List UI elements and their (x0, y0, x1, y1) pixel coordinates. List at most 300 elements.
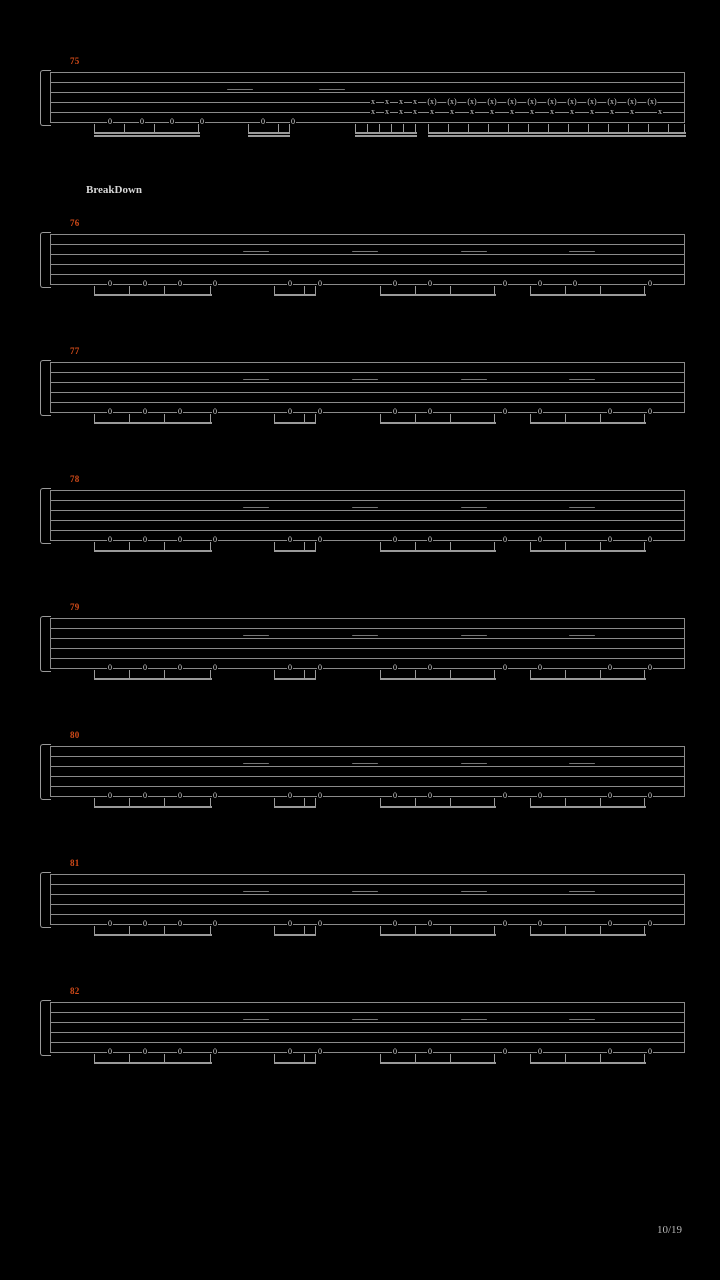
barline-right (684, 490, 685, 540)
note-stem (450, 286, 451, 296)
tab-note: x (470, 107, 474, 116)
note-stem (164, 1054, 165, 1064)
tab-note: 0 (608, 1047, 612, 1056)
tab-note: 0 (318, 791, 322, 800)
beam-group (380, 670, 496, 684)
tab-note: 0 (213, 535, 217, 544)
tab-note: 0 (108, 117, 112, 126)
beam-group (274, 414, 316, 428)
note-stem (129, 670, 130, 680)
note-stem (448, 124, 449, 134)
beam (530, 422, 646, 424)
note-stem (648, 124, 649, 134)
tab-note: 0 (143, 1047, 147, 1056)
tab-note: 0 (261, 117, 265, 126)
beam-group (380, 414, 496, 428)
note-stem (565, 670, 566, 680)
note-stem (129, 286, 130, 296)
tab-note: 0 (318, 279, 322, 288)
tab-note: 0 (108, 407, 112, 416)
rest-symbol: ⸺ (460, 371, 488, 388)
note-stem (600, 1054, 601, 1064)
staff-line (50, 1002, 685, 1003)
note-stem (164, 798, 165, 808)
beam (380, 678, 496, 680)
tab-note: x (399, 107, 403, 116)
barline-left (50, 618, 51, 668)
tab-note: 0 (428, 919, 432, 928)
tab-note: 0 (143, 663, 147, 672)
tab-note: 0 (538, 791, 542, 800)
staff-line (50, 530, 685, 531)
staff-line (50, 874, 685, 875)
note-stem (304, 286, 305, 296)
tab-note: 0 (393, 535, 397, 544)
note-stem (415, 414, 416, 424)
note-stem (494, 414, 495, 424)
staff-line (50, 520, 685, 521)
barline-right (684, 874, 685, 924)
tab-note: x (450, 107, 454, 116)
tab-note: x (530, 107, 534, 116)
note-stem (450, 1054, 451, 1064)
beam (355, 135, 417, 137)
note-stem (548, 124, 549, 134)
note-stem (628, 124, 629, 134)
note-stem (488, 124, 489, 134)
tab-note: 0 (428, 407, 432, 416)
beam (530, 806, 646, 808)
note-stem (565, 798, 566, 808)
tab-note: 0 (393, 1047, 397, 1056)
rest-symbol: ⸺ (568, 755, 596, 772)
note-stem (415, 926, 416, 936)
tab-note: 0 (538, 1047, 542, 1056)
rest-symbol: ⸺ (242, 371, 270, 388)
note-stem (154, 124, 155, 134)
note-stem (94, 542, 95, 552)
note-stem (644, 798, 645, 808)
beam (274, 934, 316, 936)
note-stem (415, 124, 416, 134)
tab-note: 0 (143, 407, 147, 416)
note-stem (380, 414, 381, 424)
rest-symbol: ⸺ (351, 883, 379, 900)
note-stem (94, 798, 95, 808)
tab-note: 0 (213, 663, 217, 672)
note-stem (644, 926, 645, 936)
note-stem (94, 1054, 95, 1064)
barline-right (684, 72, 685, 122)
beam-group (94, 542, 212, 556)
beam-group (94, 414, 212, 428)
note-stem (304, 798, 305, 808)
tab-note: 0 (503, 407, 507, 416)
tab-note: (x) (607, 97, 617, 106)
rest-symbol: ⸺ (242, 1011, 270, 1028)
tab-note: x (510, 107, 514, 116)
note-stem (380, 542, 381, 552)
note-stem (315, 1054, 316, 1064)
note-stem (164, 926, 165, 936)
note-stem (129, 542, 130, 552)
tab-note: 0 (428, 791, 432, 800)
staff-line (50, 658, 685, 659)
tab-note: 0 (503, 919, 507, 928)
beam-group (274, 798, 316, 812)
note-stem (94, 670, 95, 680)
tab-note: 0 (318, 663, 322, 672)
beam-group (355, 124, 417, 138)
note-stem (289, 124, 290, 134)
beam-group (530, 798, 646, 812)
page-number: 10/19 (656, 1224, 682, 1236)
barline-left (50, 874, 51, 924)
beam (94, 422, 212, 424)
note-stem (210, 542, 211, 552)
note-stem (530, 414, 531, 424)
measure-number: 82 (70, 986, 80, 996)
tab-note: x (413, 107, 417, 116)
beam-group (274, 1054, 316, 1068)
note-stem (565, 286, 566, 296)
note-stem (668, 124, 669, 134)
tab-note: 0 (538, 919, 542, 928)
rest-symbol: ⸺ (568, 627, 596, 644)
beam (380, 806, 496, 808)
tab-staff (50, 1002, 685, 1056)
tab-note: x (413, 97, 417, 106)
staff-line (50, 264, 685, 265)
note-stem (450, 414, 451, 424)
note-stem (379, 124, 380, 134)
tab-note: (x) (527, 97, 537, 106)
tab-note: 0 (143, 279, 147, 288)
note-stem (315, 414, 316, 424)
beam (380, 294, 496, 296)
tab-note: x (371, 107, 375, 116)
staff-line (50, 1042, 685, 1043)
beam (94, 1062, 212, 1064)
staff-line (50, 746, 685, 747)
tab-note: 0 (288, 407, 292, 416)
note-stem (403, 124, 404, 134)
staff-line (50, 234, 685, 235)
staff-line (50, 122, 685, 123)
note-stem (210, 286, 211, 296)
measure-number: 75 (70, 56, 80, 66)
beam (380, 550, 496, 552)
tab-note: 0 (143, 535, 147, 544)
note-stem (450, 542, 451, 552)
beam (274, 294, 316, 296)
beam-group (94, 670, 212, 684)
tab-note: x (385, 97, 389, 106)
tab-note: 0 (288, 1047, 292, 1056)
rest-symbol: ⸺ (351, 499, 379, 516)
tab-note: 0 (318, 535, 322, 544)
beam (428, 135, 686, 137)
tab-note: (x) (587, 97, 597, 106)
tab-note: x (590, 107, 594, 116)
beam (355, 132, 417, 134)
tab-note: 0 (608, 663, 612, 672)
staff-line (50, 490, 685, 491)
rest-symbol: ⸺ (568, 499, 596, 516)
note-stem (315, 670, 316, 680)
beam-group (274, 926, 316, 940)
tab-note: 0 (288, 279, 292, 288)
tab-note: x (385, 107, 389, 116)
beam-group (530, 1054, 646, 1068)
tab-note: 0 (648, 919, 652, 928)
beam (380, 422, 496, 424)
tab-staff (50, 874, 685, 928)
note-stem (210, 926, 211, 936)
beam-group (530, 670, 646, 684)
beam (530, 294, 646, 296)
measure-number: 76 (70, 218, 80, 228)
barline-left (50, 362, 51, 412)
note-stem (644, 1054, 645, 1064)
note-stem (428, 124, 429, 134)
note-stem (380, 670, 381, 680)
rest-symbol: ⸺ (351, 243, 379, 260)
note-stem (129, 414, 130, 424)
staff-line (50, 72, 685, 73)
staff-line (50, 618, 685, 619)
tab-note: 0 (108, 791, 112, 800)
rest-symbol: ⸺ (226, 81, 254, 98)
note-stem (494, 286, 495, 296)
barline-right (684, 362, 685, 412)
note-stem (644, 670, 645, 680)
tab-note: 0 (538, 663, 542, 672)
beam (248, 132, 290, 134)
tab-note: 0 (178, 407, 182, 416)
tab-note: 0 (108, 1047, 112, 1056)
beam (248, 135, 290, 137)
note-stem (530, 926, 531, 936)
note-stem (94, 926, 95, 936)
tab-note: 0 (108, 663, 112, 672)
beam-group (380, 1054, 496, 1068)
rest-symbol: ⸺ (242, 243, 270, 260)
beam-group (530, 286, 646, 300)
beam (94, 132, 200, 134)
note-stem (600, 670, 601, 680)
beam (274, 678, 316, 680)
rest-symbol: ⸺ (351, 755, 379, 772)
tab-note: x (371, 97, 375, 106)
tab-note: 0 (538, 407, 542, 416)
measure-number: 77 (70, 346, 80, 356)
note-stem (274, 798, 275, 808)
note-stem (304, 542, 305, 552)
tab-note: 0 (108, 535, 112, 544)
beam-group (94, 286, 212, 300)
tab-note: 0 (538, 535, 542, 544)
note-stem (164, 414, 165, 424)
rest-symbol: ⸺ (242, 883, 270, 900)
note-stem (380, 286, 381, 296)
note-stem (355, 124, 356, 134)
tab-note: 0 (143, 791, 147, 800)
tab-note: 0 (393, 407, 397, 416)
tab-note: 0 (170, 117, 174, 126)
tab-note: (x) (487, 97, 497, 106)
staff-line (50, 1032, 685, 1033)
beam-group (380, 542, 496, 556)
staff-line (50, 274, 685, 275)
tab-note: 0 (213, 407, 217, 416)
note-stem (164, 286, 165, 296)
note-stem (600, 542, 601, 552)
beam-group (94, 926, 212, 940)
beam-group (94, 798, 212, 812)
note-stem (565, 414, 566, 424)
tab-note: x (570, 107, 574, 116)
note-stem (450, 670, 451, 680)
staff-line (50, 914, 685, 915)
rest-symbol: ⸺ (460, 627, 488, 644)
tab-staff (50, 72, 685, 126)
note-stem (530, 542, 531, 552)
staff-line (50, 776, 685, 777)
tab-note: 0 (393, 663, 397, 672)
beam-group (530, 926, 646, 940)
beam-group (380, 926, 496, 940)
beam (274, 422, 316, 424)
note-stem (274, 926, 275, 936)
tab-note: 0 (608, 407, 612, 416)
rest-symbol: ⸺ (568, 371, 596, 388)
tab-note: 0 (288, 791, 292, 800)
staff-line (50, 786, 685, 787)
beam-group (274, 286, 316, 300)
note-stem (380, 1054, 381, 1064)
tab-note: (x) (647, 97, 657, 106)
note-stem (210, 798, 211, 808)
barline-right (684, 746, 685, 796)
note-stem (274, 542, 275, 552)
tab-note: 0 (178, 279, 182, 288)
tab-note: 0 (178, 535, 182, 544)
rest-symbol: ⸺ (351, 1011, 379, 1028)
staff-line (50, 648, 685, 649)
note-stem (274, 1054, 275, 1064)
tab-note: 0 (428, 663, 432, 672)
note-stem (608, 124, 609, 134)
tab-note: 0 (503, 279, 507, 288)
barline-left (50, 72, 51, 122)
note-stem (684, 124, 685, 134)
note-stem (415, 670, 416, 680)
staff-line (50, 82, 685, 83)
barline-left (50, 234, 51, 284)
note-stem (391, 124, 392, 134)
tab-staff (50, 234, 685, 288)
tab-note: 0 (648, 1047, 652, 1056)
beam (274, 550, 316, 552)
beam-group (94, 1054, 212, 1068)
tab-note: 0 (178, 1047, 182, 1056)
note-stem (600, 926, 601, 936)
beam (530, 934, 646, 936)
beam (274, 806, 316, 808)
beam-group (94, 124, 200, 138)
note-stem (164, 670, 165, 680)
tab-note: 0 (503, 791, 507, 800)
tab-staff (50, 490, 685, 544)
tab-note: 0 (178, 919, 182, 928)
note-stem (129, 1054, 130, 1064)
note-stem (304, 670, 305, 680)
tab-note: 0 (393, 919, 397, 928)
note-stem (415, 542, 416, 552)
tab-note: 0 (648, 663, 652, 672)
note-stem (315, 798, 316, 808)
rest-symbol: ⸺ (242, 499, 270, 516)
beam (94, 806, 212, 808)
barline-right (684, 234, 685, 284)
tab-note: 0 (143, 919, 147, 928)
barline-right (684, 618, 685, 668)
beam (530, 678, 646, 680)
note-stem (565, 542, 566, 552)
note-stem (278, 124, 279, 134)
note-stem (600, 414, 601, 424)
rest-symbol: ⸺ (351, 371, 379, 388)
note-stem (129, 798, 130, 808)
tab-note: 0 (213, 919, 217, 928)
note-stem (528, 124, 529, 134)
note-stem (380, 926, 381, 936)
section-label: BreakDown (86, 184, 143, 196)
tab-note: 0 (573, 279, 577, 288)
barline-left (50, 746, 51, 796)
tab-note: 0 (318, 919, 322, 928)
note-stem (530, 286, 531, 296)
tab-note: x (399, 97, 403, 106)
tab-note: 0 (318, 407, 322, 416)
rest-symbol: ⸺ (460, 755, 488, 772)
measure-number: 78 (70, 474, 80, 484)
beam (380, 934, 496, 936)
note-stem (415, 1054, 416, 1064)
tab-staff (50, 746, 685, 800)
note-stem (508, 124, 509, 134)
note-stem (315, 926, 316, 936)
note-stem (304, 1054, 305, 1064)
note-stem (315, 542, 316, 552)
tab-note: 0 (428, 279, 432, 288)
rest-symbol: ⸺ (460, 243, 488, 260)
rest-symbol: ⸺ (568, 1011, 596, 1028)
note-stem (530, 670, 531, 680)
note-stem (494, 670, 495, 680)
rest-symbol: ⸺ (318, 81, 346, 98)
note-stem (565, 1054, 566, 1064)
rest-symbol: ⸺ (460, 1011, 488, 1028)
tab-note: 0 (393, 279, 397, 288)
note-stem (450, 798, 451, 808)
note-stem (644, 286, 645, 296)
note-stem (274, 414, 275, 424)
beam-group (248, 124, 290, 138)
barline-left (50, 490, 51, 540)
tab-note: 0 (108, 919, 112, 928)
